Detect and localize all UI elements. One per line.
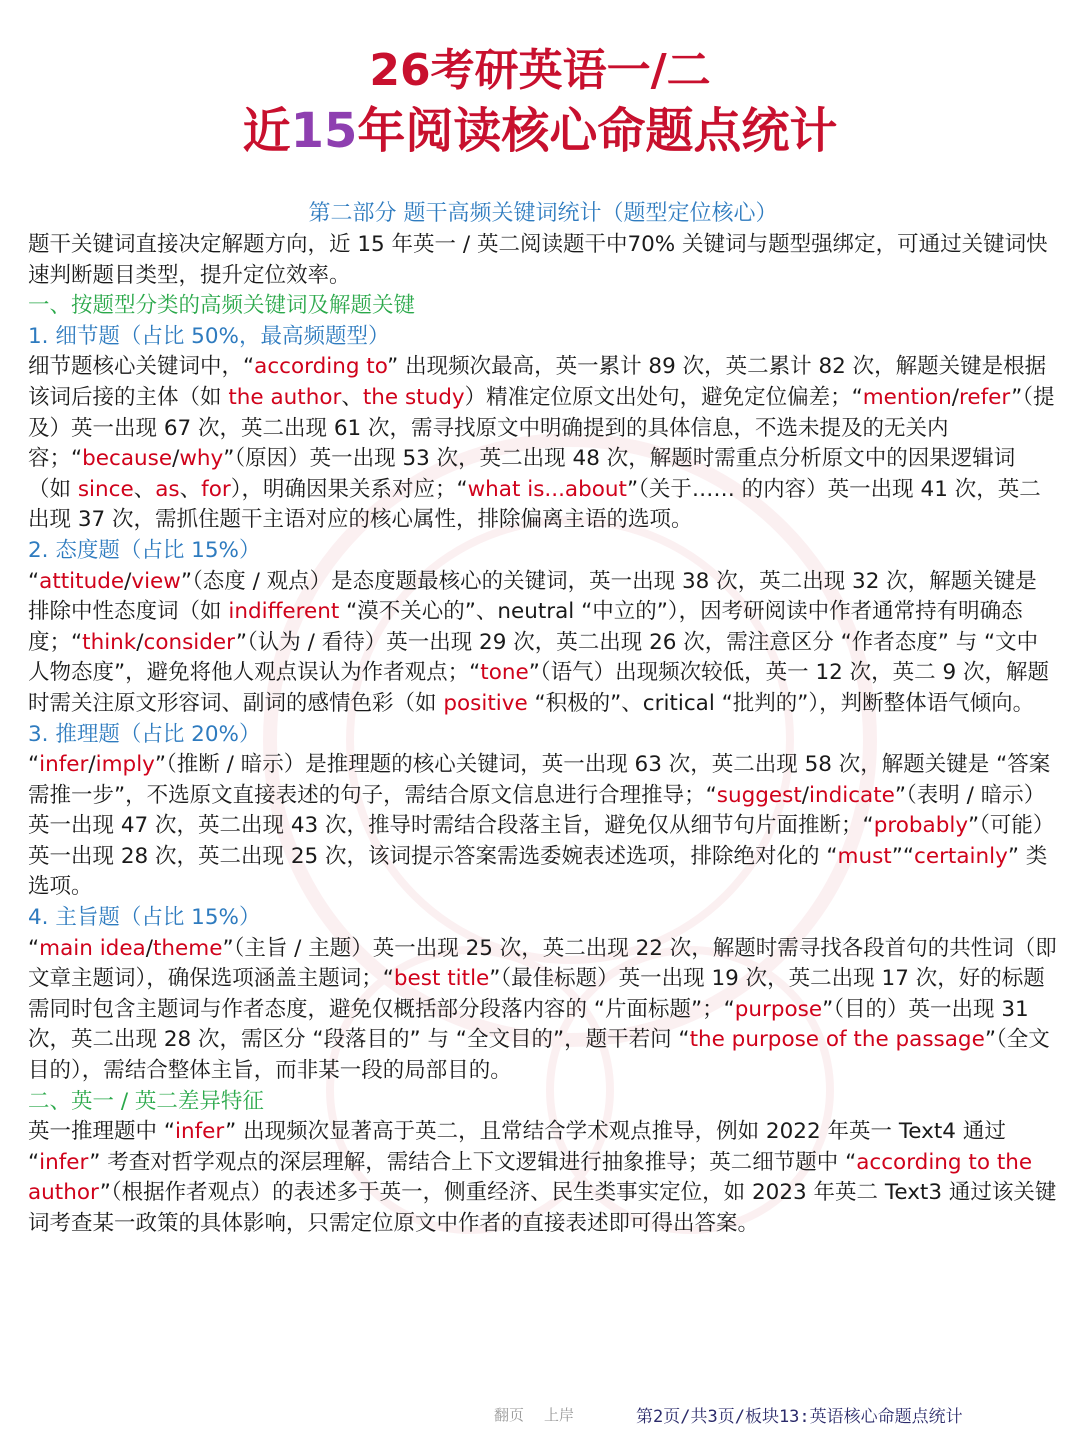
keyword: for <box>201 476 231 502</box>
title-number: 15 <box>290 103 358 159</box>
text-run: ”（态度 / 观点）是态度题最核心的关键词，英一出现 38 次，英二出现 32 次，解题关键是排除中性态度词（如 <box>28 568 1037 625</box>
keyword: mention <box>862 384 952 410</box>
footer-hint <box>494 1404 594 1425</box>
text-run: “漠不关心的”、neutral “中立的”），因考研阅读中作者通常持有明确态度；“ <box>28 599 1023 655</box>
keyword: the purpose of the passage <box>689 1027 985 1053</box>
keyword: probably <box>873 813 969 839</box>
keyword: refer <box>958 384 1012 410</box>
keyword: imply <box>95 752 155 778</box>
keyword: view <box>131 568 181 594</box>
keyword: infer <box>174 1119 226 1145</box>
text-run: / <box>951 384 959 410</box>
text-run: ”（全文目的），需结合整体主旨，而非某一段的局部目的。 <box>28 1027 1050 1084</box>
text-run: ”（根据作者观点）的表述多于英一，侧重经济、民生类事实定位，如 2023 年英二 Text3 通过该关键词考查某一政策的具体影响，只需定位原文中作者的直接表述即可得出答案。 <box>28 1180 1057 1236</box>
text-run: ”“ <box>891 843 915 869</box>
text-run: ” 类选项。 <box>28 843 1048 900</box>
inference-heading: 3. 推理题（占比 20%） <box>28 721 261 747</box>
keyword: why <box>179 446 224 472</box>
keyword: what is...about <box>467 476 627 502</box>
keyword: the study <box>362 384 465 410</box>
text-run: ”（关于…… 的内容）英一出现 41 次，英二出现 37 次，需抓住题干主语对应的核心属性，排除偏离主语的选项。 <box>28 476 1041 533</box>
text-run: “积极的”、critical “批判的”），判断整体语气倾向。 <box>527 690 1035 716</box>
text-run: ”（可能）英一出现 28 次，英二出现 25 次，该词提示答案需选委婉表述选项，排除绝对化的 “ <box>28 813 1055 869</box>
text-run: ”（表明 / 暗示）英一出现 47 次，英二出现 43 次，推导时需结合段落主旨，避免仅从细节句片面推断；“ <box>28 782 1046 839</box>
keyword: since <box>77 476 134 502</box>
intro-paragraph: 题干关键词直接决定解题方向，近 15 年英一 / 英二阅读题干中70% 关键词与题型强绑定，可通过关键词快速判断题目类型，提升定位效率。 <box>28 232 1048 288</box>
text-run: ”（推断 / 暗示）是推理题的核心关键词，英一出现 63 次，英二出现 58 次，解题关键是 “答案需推一步”，不选原文直接表述的句子，需结合原文信息进行合理推导；“ <box>28 752 1051 808</box>
keyword: main idea <box>39 935 146 961</box>
text-run: / <box>124 568 132 594</box>
text-run: / <box>801 782 810 808</box>
text-run: ”（提及）英一出现 67 次，英二出现 61 次，需寻找原文中明确提到的具体信息，不选未提及的无关内容；“ <box>28 384 1055 472</box>
article-body <box>28 198 1058 1240</box>
keyword: think <box>82 629 137 655</box>
attitude-heading: 2. 态度题（占比 15%） <box>28 537 261 563</box>
text-run: “ <box>28 752 40 778</box>
keyword: according to the author <box>28 1149 1033 1206</box>
main-idea-paragraph <box>28 934 1058 1087</box>
shore-link[interactable]: 上岸 <box>544 1406 575 1424</box>
detail-paragraph <box>28 352 1058 536</box>
keyword: certainly <box>914 843 1008 869</box>
text-run: ”（最佳标题）英一出现 19 次，英二出现 17 次，好的标题需同时包含主题词与作者态度，避免仅概括部分段落内容的 “片面标题”；“ <box>28 966 1045 1022</box>
page-info: 第2页/共3页/板块13:英语核心命题点统计 <box>636 1407 963 1427</box>
keyword: consider <box>143 629 236 655</box>
page-title-line-1: 26考研英语一/二 <box>369 45 711 96</box>
keyword: according to <box>254 354 388 380</box>
text-run: / <box>88 752 96 778</box>
page-title-line-2 <box>0 100 1080 162</box>
keyword: tone <box>480 660 529 686</box>
keyword: attitude <box>39 568 125 594</box>
text-run: ”（主旨 / 主题）英一出现 25 次，英二出现 22 次，解题时需寻找各段首句的共性词（即文章主题词），确保选项涵盖主题词；“ <box>28 935 1057 992</box>
keyword: as <box>155 476 180 502</box>
inference-paragraph <box>28 750 1058 903</box>
text-run: “ <box>28 568 40 594</box>
text-run: 细节题核心关键词中，“ <box>28 354 255 380</box>
text-run: ”（目的）英一出现 31 次，英二出现 28 次，需区分 “段落目的” 与 “全文目的”，题干若问 “ <box>28 996 1029 1053</box>
text-run: 英一推理题中 “ <box>28 1119 175 1145</box>
text-run: 、 <box>133 476 156 502</box>
difference-paragraph <box>28 1117 1058 1239</box>
keyword: infer <box>39 1149 90 1175</box>
keyword: indicate <box>809 782 895 808</box>
keyword: indifferent <box>228 599 340 625</box>
keyword: infer <box>39 752 89 778</box>
text-run: ” 出现频次最高，英一累计 89 次，英二累计 82 次，解题关键是根据该词后接的主体（如 <box>28 354 1047 410</box>
text-run: / <box>145 935 153 961</box>
keyword: the author <box>228 384 342 410</box>
text-run: 、 <box>179 476 202 502</box>
keyword: must <box>837 843 892 869</box>
text-run: ” 考查对哲学观点的深层理解，需结合上下文逻辑进行抽象推导；英二细节题中 “ <box>89 1149 857 1175</box>
page-footer <box>0 1402 1080 1432</box>
keyword: suggest <box>716 782 802 808</box>
text-run: ”（语气）出现频次较低，英一 12 次，英二 9 次，解题时需关注原文形容词、副词的感情色彩（如 <box>28 660 1049 716</box>
keyword: because <box>82 446 173 472</box>
section-heading-2: 二、英一 / 英二差异特征 <box>28 1088 264 1114</box>
part-heading: 第二部分 题干高频关键词统计（题型定位核心） <box>308 201 778 226</box>
attitude-paragraph <box>28 567 1058 720</box>
flip-page-link[interactable]: 翻页 <box>494 1406 525 1424</box>
text-run: ”（认为 / 看待）英一出现 29 次，英二出现 26 次，需注意区分 “作者态度” 与 “文中人物态度”，避免将他人观点误认为作者观点；“ <box>28 629 1039 686</box>
text-run: ” 出现频次显著高于英二，且常结合学术观点推导，例如 2022 年英一 Text4 通过 “ <box>28 1119 1006 1175</box>
detail-heading: 1. 细节题（占比 50%，最高频题型） <box>28 323 390 349</box>
title-prefix: 近 <box>242 103 291 159</box>
main-idea-heading: 4. 主旨题（占比 15%） <box>28 905 261 931</box>
keyword: best title <box>393 966 490 992</box>
text-run: ）精准定位原文出处句，避免定位偏差；“ <box>464 384 863 410</box>
text-run: / <box>172 446 180 472</box>
text-run: / <box>136 629 144 655</box>
keyword: theme <box>152 935 223 961</box>
text-run: 、 <box>341 384 363 410</box>
text-run: “ <box>28 935 40 961</box>
section-heading-1: 一、按题型分类的高频关键词及解题关键 <box>28 293 416 319</box>
title-suffix: 年阅读核心命题点统计 <box>357 103 838 159</box>
keyword: purpose <box>734 996 823 1022</box>
text-run: ），明确因果关系对应；“ <box>230 476 468 502</box>
text-run: ”（原因）英一出现 53 次，英二出现 48 次，解题时需重点分析原文中的因果逻辑词（如 <box>28 446 1016 502</box>
keyword: positive <box>443 690 528 716</box>
